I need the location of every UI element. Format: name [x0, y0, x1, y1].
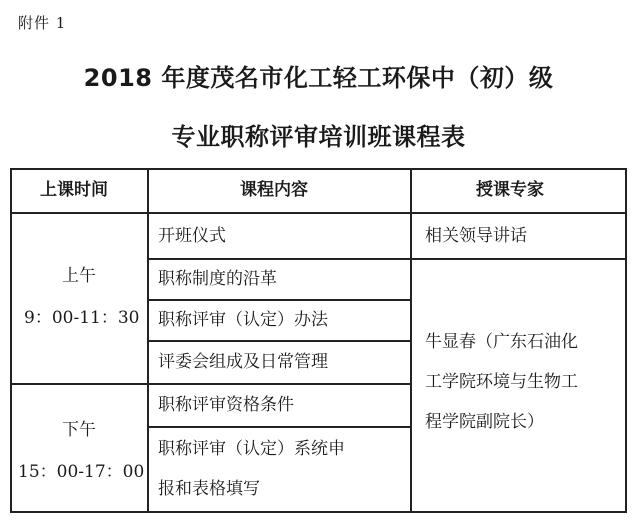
document-title-line-1: 2018 年度茂名市化工轻工环保中（初）级	[83, 64, 554, 92]
header-course: 课程内容	[240, 180, 308, 200]
course-item-continued: 报和表格填写	[158, 479, 260, 499]
morning-label: 上午	[62, 266, 96, 286]
course-item: 职称制度的沿革	[158, 269, 277, 289]
table-border-right	[625, 168, 627, 513]
course-item: 职称评审资格条件	[158, 395, 294, 415]
attachment-label: 附件 1	[18, 14, 67, 32]
afternoon-time: 15：00-17：00	[18, 462, 145, 482]
course-schedule-table	[10, 168, 627, 513]
morning-time: 9：00-11：30	[24, 308, 140, 328]
document-title-line-2: 专业职称评审培训班课程表	[171, 123, 466, 151]
course-row-divider	[147, 426, 411, 428]
afternoon-label: 下午	[62, 420, 96, 440]
course-row-divider	[147, 299, 411, 301]
course-item: 职称评审（认定）系统申	[158, 439, 345, 459]
expert-opening: 相关领导讲话	[425, 226, 527, 246]
course-row-divider	[147, 258, 627, 260]
header-expert: 授课专家	[476, 180, 544, 200]
header-divider	[10, 212, 627, 214]
course-item: 评委会组成及日常管理	[158, 352, 328, 372]
table-border-left	[10, 168, 12, 513]
expert-line: 程学院副院长）	[425, 412, 544, 432]
course-row-divider	[147, 340, 411, 342]
table-border-top	[10, 168, 627, 170]
table-border-bottom	[10, 511, 627, 513]
header-time: 上课时间	[40, 180, 108, 200]
course-item: 开班仪式	[158, 226, 226, 246]
course-item: 职称评审（认定）办法	[158, 310, 328, 330]
expert-line: 工学院环境与生物工	[425, 372, 578, 392]
expert-line: 牛显春（广东石油化	[425, 332, 578, 352]
session-divider	[10, 383, 411, 385]
